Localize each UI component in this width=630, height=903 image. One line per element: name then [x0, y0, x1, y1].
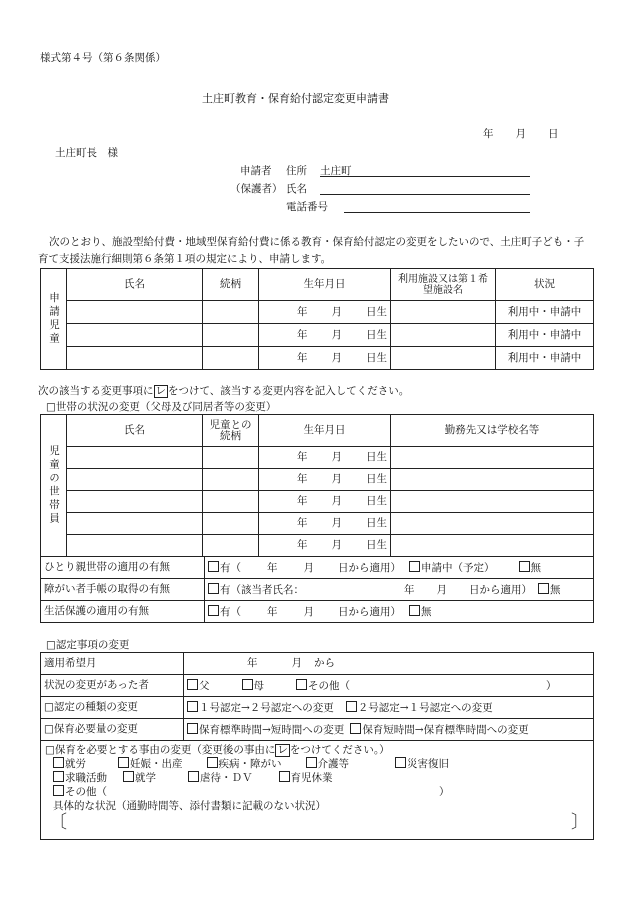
reason-disaster-checkbox[interactable]: 災害復旧	[395, 758, 449, 770]
child-facility-cell[interactable]	[391, 301, 496, 324]
child-status-cell[interactable]: 利用中・申請中	[496, 324, 594, 347]
children-table	[40, 268, 594, 370]
household-side-label: 児童の世帯員	[41, 415, 67, 557]
single-parent-pending-checkbox[interactable]: 申請中（予定）	[409, 562, 495, 574]
children-side-label: 申請児童	[41, 269, 67, 370]
reason-other-checkbox[interactable]: その他（	[53, 786, 107, 798]
hh-birth-cell[interactable]: 年 月 日生	[259, 535, 391, 557]
hh-birth-cell[interactable]: 年 月 日生	[259, 491, 391, 513]
child-birth-cell[interactable]: 年 月 日生	[259, 347, 391, 370]
specific-situation-label: 具体的な状況（通勤時間等、添付書類に記載のない状況）	[53, 800, 326, 812]
address-value: 土庄町	[320, 165, 352, 177]
cert-section-label[interactable]: □認定事項の変更	[46, 639, 130, 651]
cert-table	[40, 652, 594, 840]
bracket-open: 〔	[49, 812, 67, 833]
child-relation-cell[interactable]	[203, 324, 259, 347]
reason-work-checkbox[interactable]: 就労	[53, 758, 86, 770]
hh-workplace-cell[interactable]	[391, 535, 594, 557]
type-change-label[interactable]: □認定の種類の変更	[41, 697, 184, 719]
instruction: 次の該当する変更事項に レ をつけて、該当する変更内容を記入してください。	[38, 385, 410, 397]
child-birth-cell[interactable]: 年 月 日生	[259, 324, 391, 347]
specific-situation-field[interactable]	[45, 813, 589, 833]
hh-col-birth: 生年月日	[259, 415, 391, 447]
hh-name-cell[interactable]	[67, 513, 203, 535]
address-label: 住所	[286, 165, 307, 177]
reason-check-sample: レ	[277, 744, 288, 756]
reason-pregnancy-checkbox[interactable]: 妊娠・出産	[118, 758, 183, 770]
bracket-close: 〕	[571, 812, 589, 833]
hh-name-cell[interactable]	[67, 447, 203, 469]
reason-illness-checkbox[interactable]: 疾病・障がい	[207, 758, 282, 770]
check-mark-sample: レ	[155, 385, 166, 397]
child-relation-cell[interactable]	[203, 347, 259, 370]
disability-no-checkbox[interactable]: 無	[538, 584, 561, 596]
flags-table	[40, 556, 594, 623]
address-field[interactable]	[320, 163, 530, 177]
reason-other-row: その他（ ）	[45, 785, 589, 799]
changed-person-label: 状況の変更があった者	[41, 675, 184, 697]
amount-change-options	[184, 719, 594, 741]
page-title: 土庄町教育・保育給付認定変更申請書	[202, 92, 389, 105]
hh-workplace-cell[interactable]	[391, 447, 594, 469]
hh-relation-cell[interactable]	[203, 491, 259, 513]
child-name-cell[interactable]	[67, 347, 203, 370]
changed-person-options: 父 母 その他（ ）	[184, 675, 594, 697]
welfare-yes-checkbox[interactable]: 有（	[208, 606, 241, 618]
hh-relation-cell[interactable]	[203, 535, 259, 557]
guardian-label: （保護者）	[230, 183, 283, 195]
welfare-no-checkbox[interactable]: 無	[409, 606, 432, 618]
hh-name-cell[interactable]	[67, 535, 203, 557]
name-field[interactable]	[320, 181, 530, 195]
reason-study-checkbox[interactable]: 就学	[123, 772, 156, 784]
hh-workplace-cell[interactable]	[391, 513, 594, 535]
hh-birth-cell[interactable]: 年 月 日生	[259, 513, 391, 535]
hh-col-workplace: 勤務先又は学校名等	[391, 415, 594, 447]
single-parent-label: ひとり親世帯の適用の有無	[41, 557, 205, 579]
child-facility-cell[interactable]	[391, 347, 496, 370]
hh-workplace-cell[interactable]	[391, 491, 594, 513]
applicant-label: 申請者	[240, 165, 272, 177]
single-parent-options: 有（ 年 月 日から適用） 申請中（予定） 無	[205, 557, 594, 579]
phone-label: 電話番号	[286, 201, 328, 213]
type-two-to-one-checkbox[interactable]: ２号認定→１号認定への変更	[346, 702, 493, 714]
hh-birth-cell[interactable]: 年 月 日生	[259, 447, 391, 469]
welfare-label: 生活保護の適用の有無	[41, 601, 205, 623]
date-year: 年	[483, 128, 494, 140]
type-one-to-two-checkbox[interactable]: １号認定→２号認定への変更	[187, 702, 334, 714]
reason-heading[interactable]: □保育を必要とする事由の変更（変更後の事由に レ をつけてください。）	[45, 744, 390, 756]
reason-care-checkbox[interactable]: 介護等	[306, 758, 350, 770]
child-birth-cell[interactable]: 年 月 日生	[259, 301, 391, 324]
hh-workplace-cell[interactable]	[391, 469, 594, 491]
date-day: 日	[548, 128, 559, 140]
date-line	[483, 126, 559, 141]
col-facility: 利用施設又は第１希望施設名	[391, 269, 496, 301]
intro-text: 次のとおり、施設型給付費・地域型保育給付費に係る教育・保育給付認定の変更をしたいので、土庄町子ども・子育て支援法施行細則第６条第１項の規定により、申請します。	[38, 236, 585, 265]
desired-month-label: 適用希望月	[41, 653, 184, 675]
child-status-cell[interactable]: 利用中・申請中	[496, 347, 594, 370]
mother-checkbox[interactable]: 母	[242, 680, 265, 692]
col-name: 氏名	[67, 269, 203, 301]
child-name-cell[interactable]	[67, 324, 203, 347]
reason-abuse-checkbox[interactable]: 虐待・ＤＶ	[188, 772, 253, 784]
form-number: 様式第４号（第６条関係）	[40, 52, 166, 64]
hh-birth-cell[interactable]: 年 月 日生	[259, 469, 391, 491]
father-checkbox[interactable]: 父	[187, 680, 210, 692]
welfare-options: 有（ 年 月 日から適用） 無	[205, 601, 594, 623]
disability-yes-checkbox[interactable]: 有（該当者氏名：	[208, 584, 304, 596]
date-month: 月	[515, 128, 526, 140]
hh-col-name: 氏名	[67, 415, 203, 447]
col-relation: 続柄	[203, 269, 259, 301]
single-parent-no-checkbox[interactable]: 無	[519, 562, 542, 574]
name-label: 氏名	[286, 183, 307, 195]
hh-relation-cell[interactable]	[203, 447, 259, 469]
reason-row-1	[45, 757, 589, 771]
reason-jobseek-checkbox[interactable]: 求職活動	[53, 772, 107, 784]
household-section-label[interactable]: □世帯の状況の変更（父母及び同居者等の変更）	[46, 401, 277, 413]
hh-relation-cell[interactable]	[203, 469, 259, 491]
hh-name-cell[interactable]	[67, 469, 203, 491]
hh-col-relation: 児童との続柄	[203, 415, 259, 447]
hh-name-cell[interactable]	[67, 491, 203, 513]
std-to-short-checkbox[interactable]: 保育標準時間→短時間への変更	[187, 724, 344, 736]
other-person-checkbox[interactable]: その他（	[296, 680, 350, 692]
type-change-options	[184, 697, 594, 719]
child-facility-cell[interactable]	[391, 324, 496, 347]
single-parent-yes-checkbox[interactable]: 有（	[208, 562, 241, 574]
reason-row-2	[45, 771, 589, 785]
child-status-cell[interactable]: 利用中・申請中	[496, 301, 594, 324]
disability-label: 障がい者手帳の取得の有無	[41, 579, 205, 601]
col-birth: 生年月日	[259, 269, 391, 301]
child-name-cell[interactable]	[67, 301, 203, 324]
short-to-std-checkbox[interactable]: 保育短時間→保育標準時間への変更	[350, 724, 528, 736]
amount-change-label[interactable]: □保育必要量の変更	[41, 719, 184, 741]
disability-options: 有（該当者氏名： 年 月 日から適用） 無	[205, 579, 594, 601]
hh-relation-cell[interactable]	[203, 513, 259, 535]
col-status: 状況	[496, 269, 594, 301]
reason-cell	[41, 741, 594, 840]
addressee: 土庄町長 様	[55, 147, 118, 159]
household-table	[40, 414, 594, 557]
phone-field[interactable]	[344, 199, 530, 213]
desired-month-field[interactable]: 年 月 から	[184, 653, 594, 675]
reason-leave-checkbox[interactable]: 育児休業	[279, 772, 333, 784]
child-relation-cell[interactable]	[203, 301, 259, 324]
